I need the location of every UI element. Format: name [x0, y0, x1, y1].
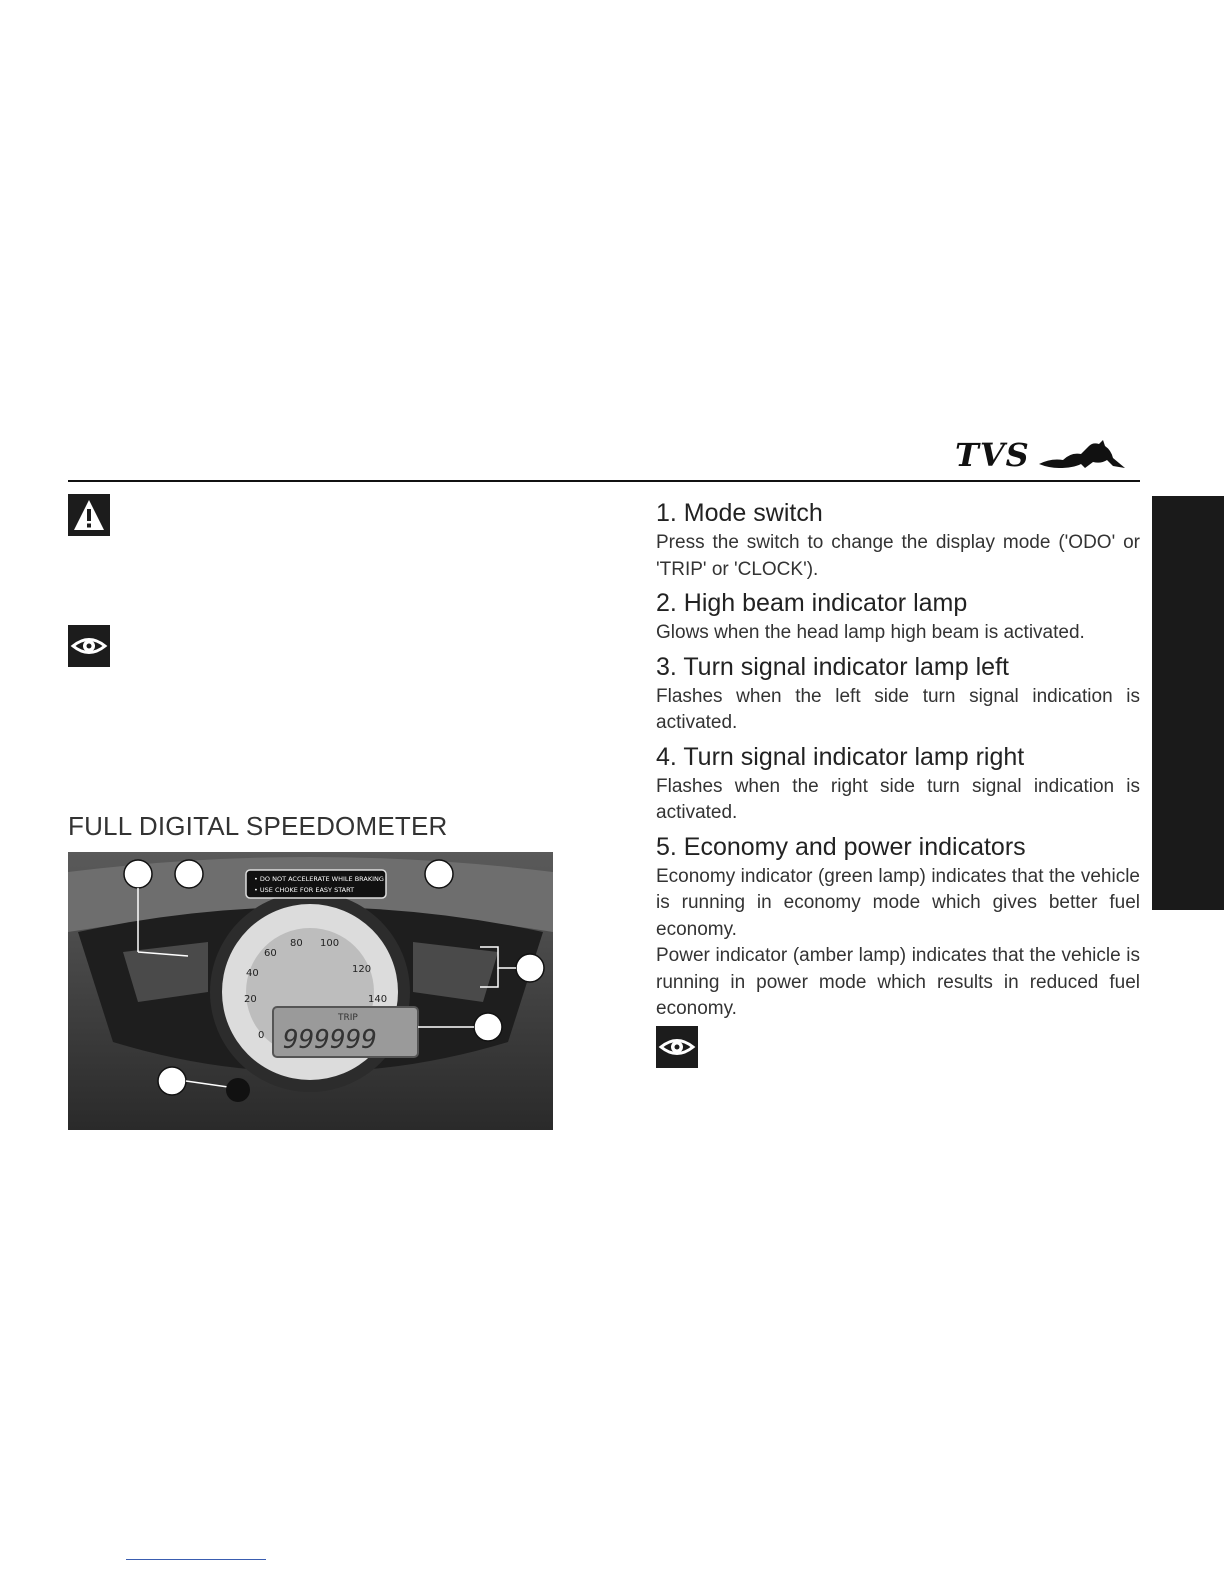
item-title: 4. Turn signal indicator lamp right — [656, 742, 1025, 771]
svg-text:100: 100 — [320, 938, 340, 949]
item-title: 3. Turn signal indicator lamp left — [656, 652, 1009, 681]
header-rule — [68, 480, 1140, 482]
sticker-line-1: • DO NOT ACCELERATE WHILE BRAKING — [254, 875, 384, 883]
list-item — [656, 496, 1140, 583]
item-text: Flashes when the right side turn signal indication is activated. — [656, 775, 1140, 823]
svg-text:40: 40 — [246, 968, 259, 979]
item-text: Economy indicator (green lamp) indicates that the vehicle is running in economy mode which gives better fuel economy. — [656, 865, 1140, 940]
warning-triangle-icon — [68, 494, 110, 536]
horse-logo-icon — [1037, 438, 1127, 472]
feature-list — [656, 496, 1140, 1026]
lcd-reading: 999999 — [283, 1025, 377, 1055]
eye-icon — [656, 1026, 698, 1068]
svg-text:0: 0 — [258, 1030, 265, 1041]
list-item — [656, 830, 1140, 1023]
item-title: 1. Mode switch — [656, 499, 823, 527]
svg-text:80: 80 — [290, 938, 303, 949]
list-item — [656, 740, 1140, 827]
svg-text:140: 140 — [368, 994, 388, 1005]
speedometer-photo — [68, 852, 553, 1130]
item-text-secondary: Power indicator (amber lamp) indicates that the vehicle is running in power mode which results in reduced fuel economy. — [656, 945, 1140, 1019]
sticker-line-2: • USE CHOKE FOR EASY START — [254, 886, 355, 894]
footer-link-underline[interactable] — [126, 1559, 266, 1560]
svg-text:120: 120 — [352, 964, 372, 975]
item-text: Glows when the head lamp high beam is activated. — [656, 622, 1085, 643]
item-title: 5. Economy and power indicators — [656, 832, 1026, 861]
brand-name: TVS — [955, 436, 1030, 474]
item-title: 2. High beam indicator lamp — [656, 589, 968, 617]
chapter-tab — [1152, 496, 1224, 910]
svg-text:20: 20 — [244, 994, 257, 1005]
item-text: Flashes when the left side turn signal indication is activated. — [656, 685, 1140, 733]
section-title: FULL DIGITAL SPEEDOMETER — [68, 811, 448, 841]
brand-logo — [955, 434, 1130, 476]
lcd-mode-label: TRIP — [338, 1013, 358, 1023]
item-text: Press the switch to change the display mode ('ODO' or 'TRIP' or 'CLOCK'). — [656, 532, 1140, 580]
eye-icon — [68, 625, 110, 667]
list-item — [656, 586, 1140, 647]
list-item — [656, 650, 1140, 737]
svg-text:60: 60 — [264, 948, 277, 959]
